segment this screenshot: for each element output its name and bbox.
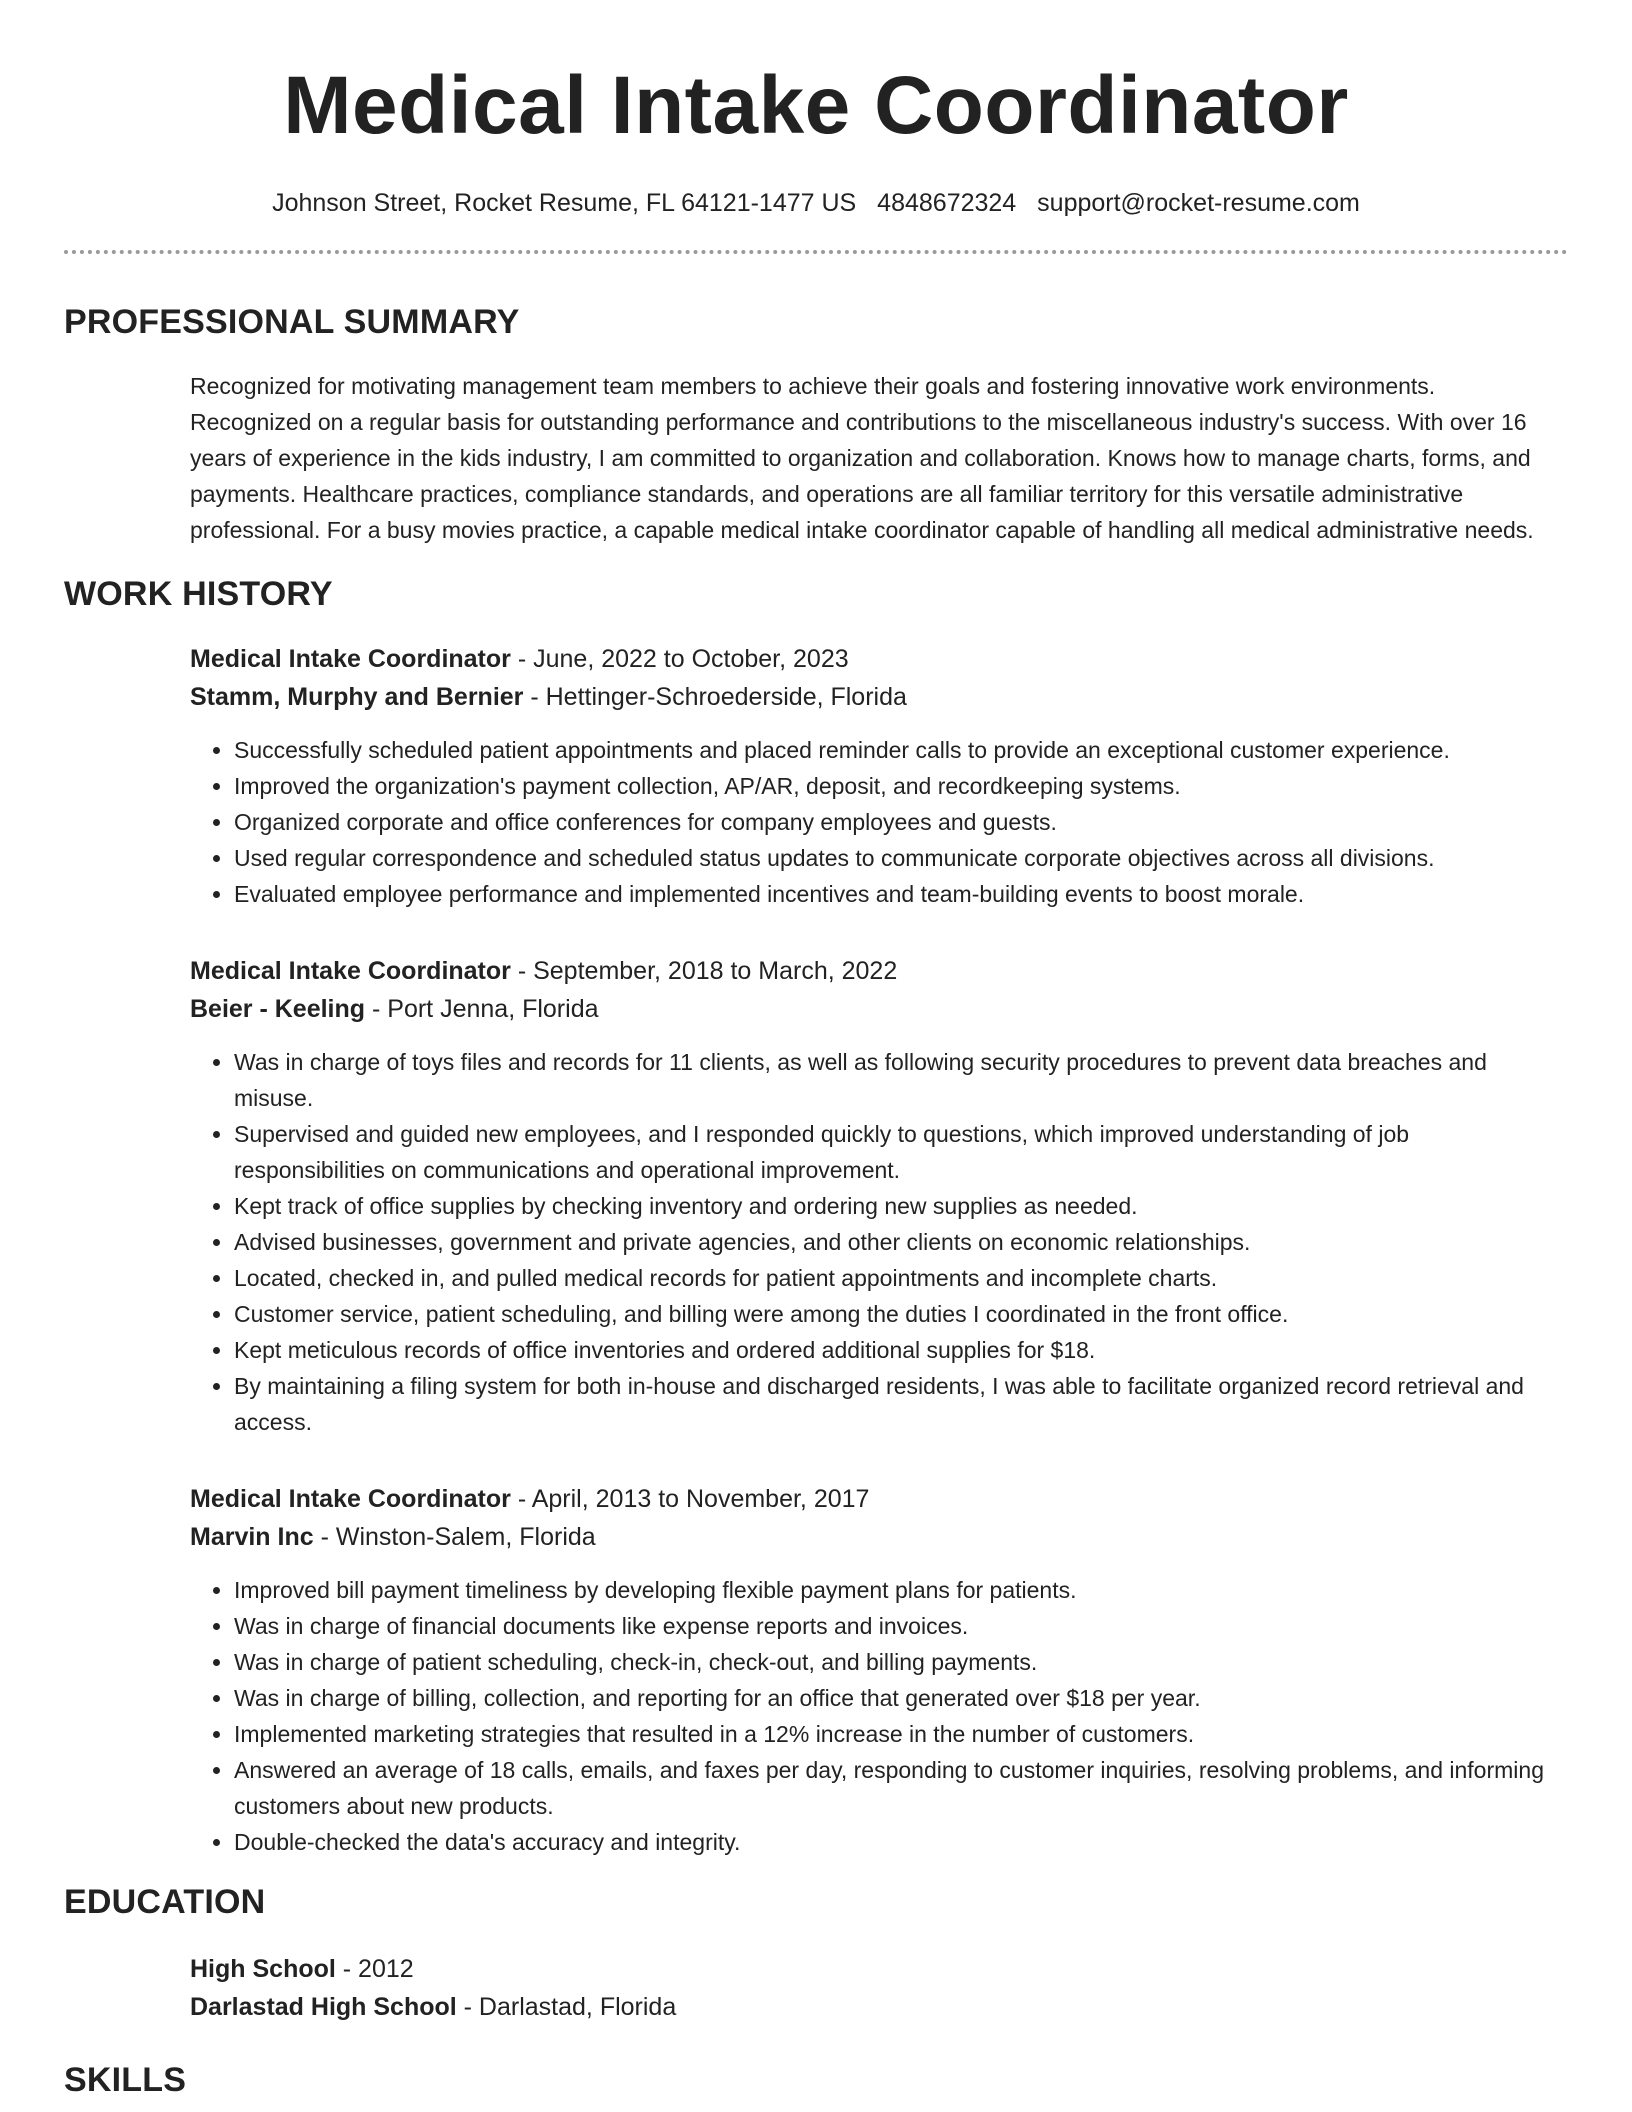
skills-heading: SKILLS [64, 2061, 187, 2099]
job-bullets [190, 1044, 1554, 1440]
job-dates: - April, 2013 to November, 2017 [510, 1485, 870, 1513]
education-degree-line [190, 1950, 1554, 1988]
job-entry [190, 1480, 1554, 1860]
list-item: • Organized corporate and office conferences for company employees and guests. [234, 804, 1554, 840]
job-company-line [190, 990, 1554, 1028]
job-company: Marvin Inc [190, 1523, 314, 1551]
list-item: • Answered an average of 18 calls, emails, and faxes per day, responding to customer inquiries, resolving problems, and informing customers about new products. [234, 1752, 1554, 1824]
contact-address: Johnson Street, Rocket Resume, FL 64121-1477 US [272, 189, 857, 217]
job-role: Medical Intake Coordinator [190, 645, 511, 673]
job-entry [190, 952, 1554, 1440]
list-item: • Improved the organization's payment collection, AP/AR, deposit, and recordkeeping systems. [234, 768, 1554, 804]
job-company-line [190, 1518, 1554, 1556]
list-item: • Double-checked the data's accuracy and integrity. [234, 1824, 1554, 1860]
list-item: • Improved bill payment timeliness by developing flexible payment plans for patients. [234, 1572, 1554, 1608]
list-item: • Implemented marketing strategies that resulted in a 12% increase in the number of customers. [234, 1716, 1554, 1752]
list-item: • Successfully scheduled patient appointments and placed reminder calls to provide an exceptional customer experience. [234, 732, 1554, 768]
education-year: - 2012 [335, 1955, 414, 1983]
header-divider [64, 250, 1568, 254]
contact-email[interactable]: support@rocket-resume.com [1037, 189, 1360, 217]
job-company: Stamm, Murphy and Bernier [190, 683, 524, 711]
list-item: • By maintaining a filing system for both in-house and discharged residents, I was able to facilitate organized record retrieval and access. [234, 1368, 1554, 1440]
job-location: - Port Jenna, Florida [365, 995, 599, 1023]
summary-text: Recognized for motivating management team members to achieve their goals and fostering innovative work environments. Recognized on a regular basis for outstanding performance and contributions to the miscellaneous industry's success. With over 16 years of experience in the kids industry, I am committed to organization and collaboration. Knows how to manage charts, forms, and payments. Healthcare practices, compliance standards, and operations are all familiar territory for this versatile administrative professional. For a busy movies practice, a capable medical intake coordinator capable of handling all medical administrative needs. [190, 373, 1534, 543]
list-item: • Supervised and guided new employees, and I responded quickly to questions, which improved understanding of job responsibilities on communications and operational improvement. [234, 1116, 1554, 1188]
list-item: • Advised businesses, government and private agencies, and other clients on economic relationships. [234, 1224, 1554, 1260]
job-company-line [190, 678, 1554, 716]
job-role-line [190, 640, 1554, 678]
contact-line [64, 188, 1568, 218]
summary-heading: PROFESSIONAL SUMMARY [64, 303, 520, 341]
list-item: • Evaluated employee performance and implemented incentives and team-building events to boost morale. [234, 876, 1554, 912]
list-item: • Was in charge of patient scheduling, check-in, check-out, and billing payments. [234, 1644, 1554, 1680]
list-item: • Used regular correspondence and scheduled status updates to communicate corporate objectives across all divisions. [234, 840, 1554, 876]
list-item: • Was in charge of financial documents like expense reports and invoices. [234, 1608, 1554, 1644]
education-heading: EDUCATION [64, 1883, 266, 1921]
list-item: • Customer service, patient scheduling, and billing were among the duties I coordinated in the front office. [234, 1296, 1554, 1332]
job-role-line [190, 1480, 1554, 1518]
education-location: - Darlastad, Florida [456, 1993, 677, 2021]
job-location: - Hettinger-Schroederside, Florida [523, 683, 907, 711]
job-entry [190, 640, 1554, 912]
job-location: - Winston-Salem, Florida [313, 1523, 596, 1551]
job-company: Beier - Keeling [190, 995, 366, 1023]
job-bullets [190, 732, 1554, 912]
job-role-line [190, 952, 1554, 990]
list-item: • Was in charge of toys files and records for 11 clients, as well as following security procedures to prevent data breaches and misuse. [234, 1044, 1554, 1116]
job-role: Medical Intake Coordinator [190, 1485, 511, 1513]
contact-phone: 4848672324 [877, 189, 1017, 217]
education-school-line [190, 1988, 1554, 2026]
education-degree: High School [190, 1955, 336, 1983]
list-item: • Kept track of office supplies by checking inventory and ordering new supplies as needed. [234, 1188, 1554, 1224]
education-school: Darlastad High School [190, 1993, 457, 2021]
candidate-name: Medical Intake Coordinator [283, 60, 1349, 151]
list-item: • Located, checked in, and pulled medical records for patient appointments and incomplete charts. [234, 1260, 1554, 1296]
job-dates: - June, 2022 to October, 2023 [510, 645, 849, 673]
list-item: • Kept meticulous records of office inventories and ordered additional supplies for $18. [234, 1332, 1554, 1368]
job-bullets [190, 1572, 1554, 1860]
resume-header [64, 0, 1568, 254]
work-history-heading: WORK HISTORY [64, 575, 333, 613]
list-item: • Was in charge of billing, collection, and reporting for an office that generated over $18 per year. [234, 1680, 1554, 1716]
job-role: Medical Intake Coordinator [190, 957, 511, 985]
job-dates: - September, 2018 to March, 2022 [510, 957, 898, 985]
education-entry [190, 1950, 1554, 2026]
